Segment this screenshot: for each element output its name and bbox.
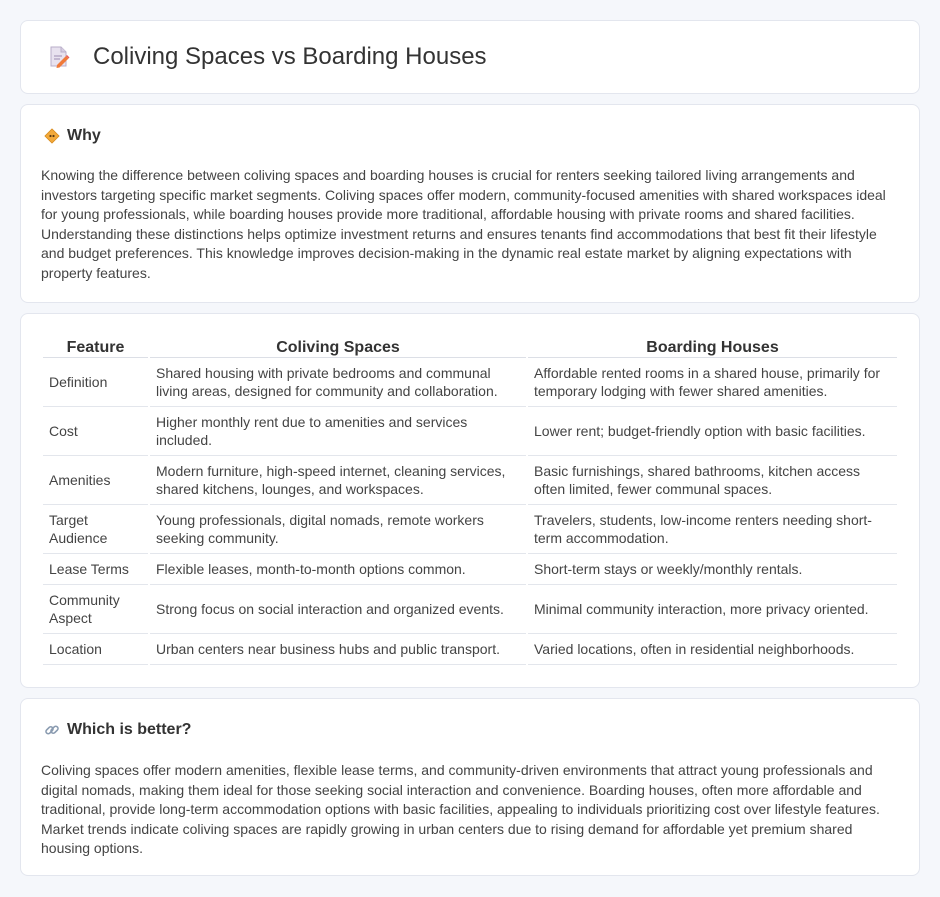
feature-cell: Amenities: [43, 456, 148, 505]
table-row: [43, 407, 897, 456]
comparison-card: [20, 313, 920, 688]
which-better-text: Coliving spaces offer modern amenities, flexible lease terms, and community-driven environments that attract young professionals and digital nomads, making them ideal for those seeking social interaction and convenience. Boarding houses, often more affordable and traditional, provide long-term accommodation options with basic facilities, appealing to individuals prioritizing cost over lifestyle features. Market trends indicate coliving spaces are rapidly growing in urban centers due to rising demand for affordable yet premium shared housing options.: [41, 762, 880, 857]
table-row: [43, 456, 897, 505]
feature-cell: Cost: [43, 407, 148, 456]
boarding-cell: Basic furnishings, shared bathrooms, kitchen access often limited, fewer communal spaces.: [528, 456, 897, 505]
coliving-cell: Strong focus on social interaction and organized events.: [150, 585, 526, 634]
header-feature: Feature: [43, 336, 148, 358]
document-edit-icon: [47, 45, 71, 69]
diamond-sign-icon: [43, 127, 61, 145]
which-better-title: Which is better?: [67, 721, 192, 738]
header-coliving: Coliving Spaces: [150, 336, 526, 358]
table-row: [43, 585, 897, 634]
feature-cell: Definition: [43, 358, 148, 407]
boarding-cell: Travelers, students, low-income renters needing short-term accommodation.: [528, 505, 897, 554]
table-row: [43, 358, 897, 407]
boarding-cell: Short-term stays or weekly/monthly rentals.: [528, 554, 897, 585]
title-card: [20, 20, 920, 94]
boarding-cell: Lower rent; budget-friendly option with basic facilities.: [528, 407, 897, 456]
coliving-cell: Young professionals, digital nomads, remote workers seeking community.: [150, 505, 526, 554]
table-row: [43, 505, 897, 554]
boarding-cell: Varied locations, often in residential neighborhoods.: [528, 634, 897, 665]
feature-cell: Lease Terms: [43, 554, 148, 585]
page-title: Coliving Spaces vs Boarding Houses: [93, 43, 487, 70]
coliving-cell: Shared housing with private bedrooms and communal living areas, designed for community and collaboration.: [150, 358, 526, 407]
boarding-cell: Affordable rented rooms in a shared house, primarily for temporary lodging with fewer shared amenities.: [528, 358, 897, 407]
header-boarding: Boarding Houses: [528, 336, 897, 358]
coliving-cell: Urban centers near business hubs and public transport.: [150, 634, 526, 665]
table-row: [43, 634, 897, 665]
boarding-cell: Minimal community interaction, more privacy oriented.: [528, 585, 897, 634]
coliving-cell: Higher monthly rent due to amenities and services included.: [150, 407, 526, 456]
coliving-cell: Flexible leases, month-to-month options common.: [150, 554, 526, 585]
table-row: [43, 554, 897, 585]
link-icon: [43, 721, 61, 739]
table-header-row: [43, 336, 897, 358]
feature-cell: Community Aspect: [43, 585, 148, 634]
why-card: [20, 104, 920, 303]
feature-cell: Target Audience: [43, 505, 148, 554]
comparison-table: [41, 336, 899, 665]
which-better-card: [20, 698, 920, 876]
feature-cell: Location: [43, 634, 148, 665]
why-text: Knowing the difference between coliving spaces and boarding houses is crucial for renters seeking tailored living arrangements and investors targeting specific market segments. Coliving spaces offer modern, community-focused amenities with shared workspaces ideal for young professionals, while boarding houses provide more traditional, affordable housing with private rooms and shared facilities. Understanding these distinctions helps optimize investment returns and ensures tenants find accommodations that best fit their lifestyle and budget preferences. This knowledge improves decision-making in the dynamic real estate market by aligning expectations with property features.: [41, 167, 886, 281]
why-title: Why: [67, 127, 101, 144]
coliving-cell: Modern furniture, high-speed internet, cleaning services, shared kitchens, lounges, and workspaces.: [150, 456, 526, 505]
